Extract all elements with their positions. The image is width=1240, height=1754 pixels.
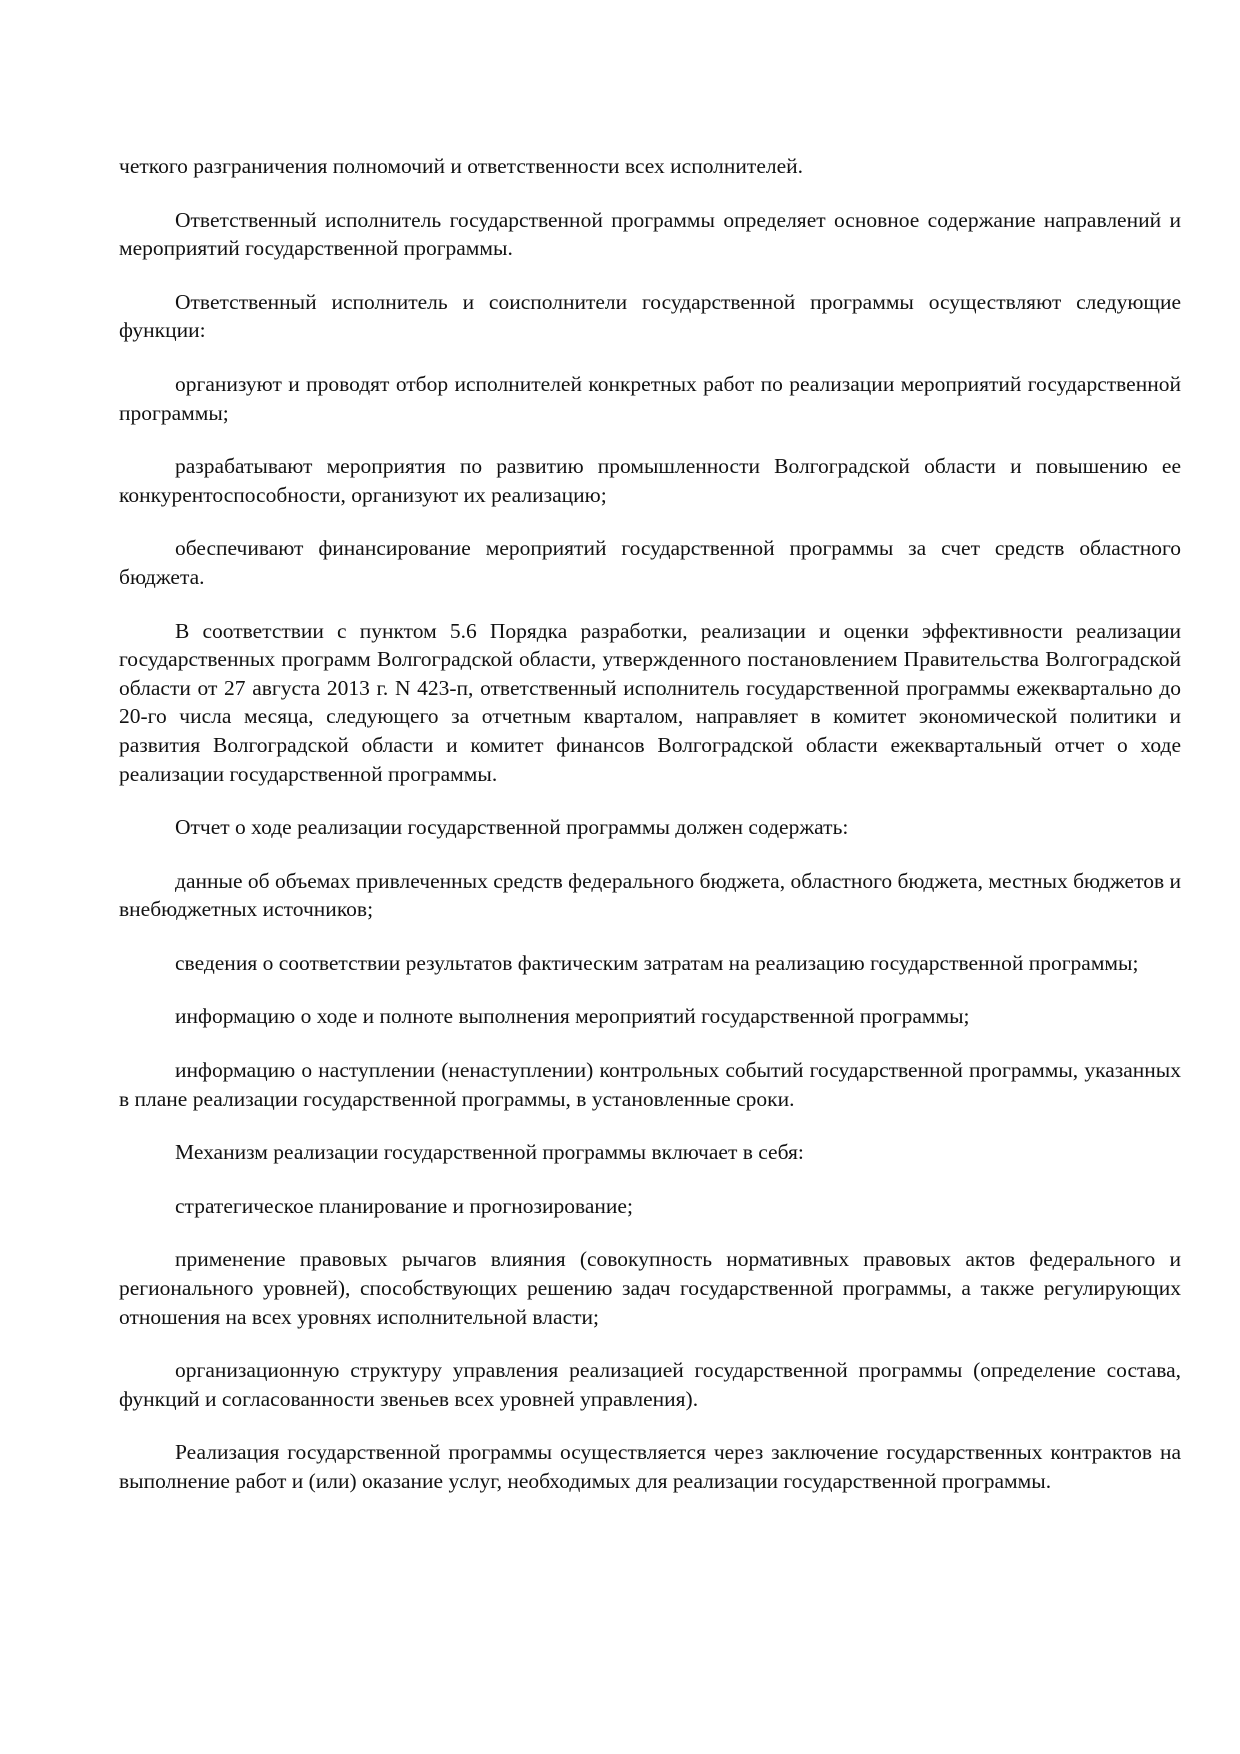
paragraph: Реализация государственной программы осуществляется через заключение государственных контрактов на выполнение работ и (или) оказание услуг, необходимых для реализации государственной программы. (119, 1440, 1181, 1493)
paragraph: информацию о ходе и полноте выполнения мероприятий государственной программы; (175, 1004, 970, 1029)
paragraph: информацию о наступлении (ненаступлении) контрольных событий государственной программы, указанных в плане реализации государственной программы, в установленные сроки. (119, 1058, 1181, 1111)
paragraph: данные об объемах привлеченных средств федерального бюджета, областного бюджета, местных бюджетов и внебюджетных источников; (119, 868, 1181, 922)
paragraph: обеспечивают финансирование мероприятий государственной программы за счет средств областного бюджета. (119, 536, 1181, 589)
paragraph: организуют и проводят отбор исполнителей конкретных работ по реализации мероприятий государственной программы; (119, 371, 1181, 425)
paragraph: Ответственный исполнитель и соисполнители государственной программы осуществляют следующие функции: (119, 289, 1181, 343)
paragraph: Ответственный исполнитель государственной программы определяет основное содержание направлений и мероприятий государственной программы. (119, 207, 1181, 261)
paragraph: Механизм реализации государственной программы включает в себя: (175, 1140, 804, 1165)
paragraph: четкого разграничения полномочий и ответственности всех исполнителей. (119, 154, 804, 178)
paragraph: разрабатывают мероприятия по развитию промышленности Волгоградской области и повышению ее конкурентоспособности, организуют их реализацию; (119, 454, 1181, 507)
paragraph: стратегическое планирование и прогнозирование; (175, 1193, 633, 1218)
paragraph: Отчет о ходе реализации государственной программы должен содержать: (175, 815, 849, 840)
document-page (119, 152, 1181, 1521)
paragraph: В соответствии с пунктом 5.6 Порядка разработки, реализации и оценки эффективности реализации государственных программ Волгоградской области, утвержденного постановлением Правительства Волгоградской области от 27 августа 2013 г. N 423-п, ответственный исполнитель государственной программы ежеквартально до 20-го числа месяца, следующего за отчетным кварталом, направляет в комитет экономической политики и развития Волгоградской области и комитет финансов Волгоградской области ежеквартальный отчет о ходе реализации государственной программы. (119, 618, 1181, 786)
paragraph: применение правовых рычагов влияния (совокупность нормативных правовых актов федерального и регионального уровней), способствующих решению задач государственной программы, а также регулирующих отношения на всех уровнях исполнительной власти; (119, 1247, 1181, 1329)
paragraph: сведения о соответствии результатов фактическим затратам на реализацию государственной программы; (175, 950, 1139, 975)
paragraph: организационную структуру управления реализацией государственной программы (определение состава, функций и согласованности звеньев всех уровней управления). (119, 1358, 1181, 1411)
